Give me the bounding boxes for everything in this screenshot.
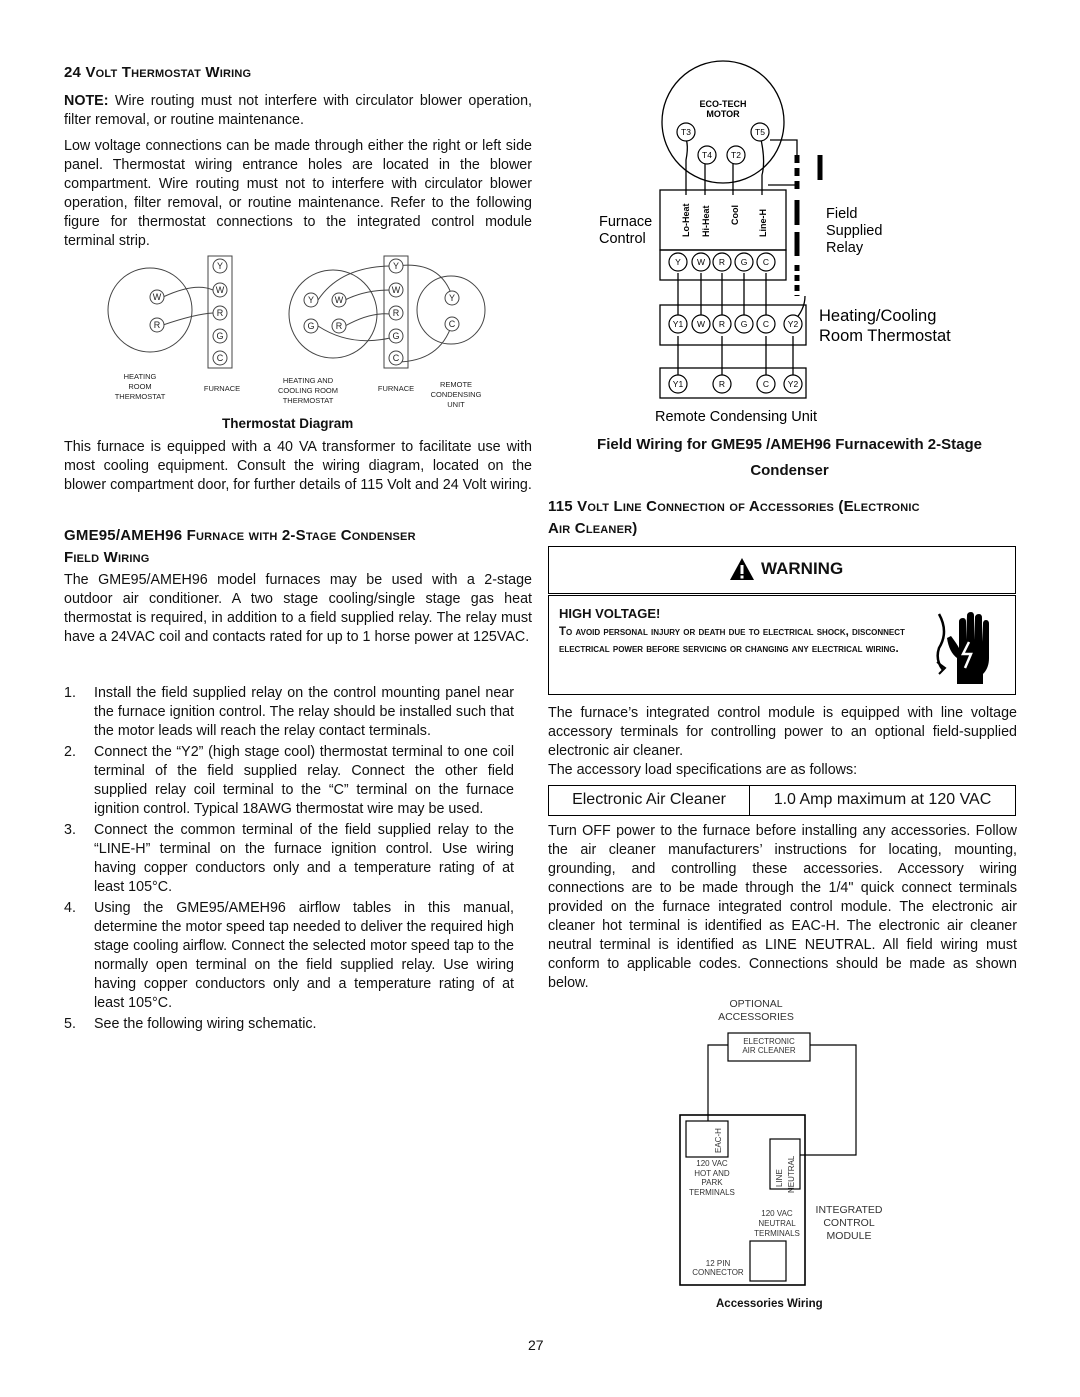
high-voltage-label: HIGH VOLTAGE! xyxy=(559,606,661,621)
svg-text:NEUTRAL: NEUTRAL xyxy=(787,1155,796,1193)
list-item: 5. See the following wiring schematic. xyxy=(64,1016,317,1032)
svg-text:TERMINALS: TERMINALS xyxy=(754,1229,800,1238)
intro-paragraph: Low voltage connections can be made through either the right or left side panel. Thermostat wiring entrance holes are located in the blower compartment. Wire routing must not to interfere with circulator blower operation, filter removal, or routine maintenance. Refer to the following figure for thermostat connections to the integrated control module terminal strip. xyxy=(64,138,532,249)
relay-label-3: Relay xyxy=(826,240,864,256)
svg-text:CONTROL: CONTROL xyxy=(823,1217,875,1229)
thermo1-w: W xyxy=(152,292,162,302)
accessory-paragraph: The furnace’s integrated control module is equipped with line voltage accessory terminals for controlling power to an optional field-supplied electronic air cleaner. xyxy=(548,705,1017,759)
warning-triangle-icon xyxy=(729,557,755,581)
thermo1-r: R xyxy=(153,320,161,330)
warning-text: To avoid personal injury or death due to electrical shock, disconnect electrical power before servicing or changing any electrical wiring. xyxy=(559,626,905,655)
svg-text:Cool: Cool xyxy=(730,205,740,225)
remote-unit-circle xyxy=(417,276,485,344)
svg-text:T5: T5 xyxy=(755,127,765,137)
motor-circle xyxy=(662,61,784,183)
svg-text:W: W xyxy=(696,319,706,329)
svg-text:THERMOSTAT: THERMOSTAT xyxy=(282,396,334,405)
note-paragraph xyxy=(64,92,532,130)
svg-text:T4: T4 xyxy=(702,150,712,160)
term2-r: R xyxy=(392,308,400,318)
install-accessories-paragraph: Turn OFF power to the furnace before installing any accessories. Follow the air cleaner manufacturers’ instructions for locating, mounting, grounding, and controlling these accessories. Accessory wiring connections are to be made through the 1/4" quick connect terminals provided on the furnace integrated control module. The electronic air cleaner hot terminal is identified as EAC-H. The electronic air cleaner neutral terminal is identified as LINE NEUTRAL. All field wiring must conform to applicable codes. Connections should be made as shown below. xyxy=(548,823,1017,991)
accessory-spec-table xyxy=(548,785,1016,816)
thermo2-w: W xyxy=(334,295,344,305)
svg-text:REMOTE: REMOTE xyxy=(439,380,473,389)
warning-header xyxy=(548,546,1016,594)
svg-text:ELECTRONIC: ELECTRONIC xyxy=(743,1037,795,1046)
svg-text:AIR CLEANER: AIR CLEANER xyxy=(742,1046,796,1055)
thermostat-diagram-caption: Thermostat Diagram xyxy=(222,416,354,431)
list-item: 3. Connect the common terminal of the field supplied relay to the “LINE-H” terminal on the furnace ignition control. Use wiring having copper conductors only and a temperature rating of at least 105°C. xyxy=(64,822,514,895)
warning-body xyxy=(548,595,1016,695)
motor-label-2: MOTOR xyxy=(706,109,740,119)
relay-label-2: Supplied xyxy=(826,223,883,239)
spec-value-cell: 1.0 Amp maximum at 120 VAC xyxy=(773,791,992,808)
svg-text:HEATING AND: HEATING AND xyxy=(282,376,334,385)
furnace-control-label-2: Control xyxy=(599,231,646,247)
svg-text:ACCESSORIES: ACCESSORIES xyxy=(718,1011,794,1023)
thermo2-y: Y xyxy=(307,295,315,305)
thermo2-r: R xyxy=(335,321,343,331)
svg-text:THERMOSTAT: THERMOSTAT xyxy=(114,392,166,401)
svg-text:LINE: LINE xyxy=(775,1169,784,1187)
term2-c: C xyxy=(392,353,400,363)
thermostat-diagram xyxy=(100,252,500,424)
svg-text:EAC-H: EAC-H xyxy=(714,1128,723,1153)
svg-text:FURNACE: FURNACE xyxy=(203,384,241,393)
svg-text:CONNECTOR: CONNECTOR xyxy=(692,1268,744,1277)
svg-text:Line-H: Line-H xyxy=(758,209,768,237)
svg-text:UNIT: UNIT xyxy=(447,400,465,409)
svg-text:COOLING ROOM: COOLING ROOM xyxy=(277,386,339,395)
electric-shock-hand-icon xyxy=(935,608,999,688)
svg-text:Hi-Heat: Hi-Heat xyxy=(701,205,711,237)
term-y: Y xyxy=(216,261,224,271)
warning-title: WARNING xyxy=(761,559,844,578)
heading-2stage-condenser: GME95/AMEH96 Furnace with 2-Stage Condenser Field Wiring xyxy=(64,527,416,566)
term-r: R xyxy=(216,308,224,318)
list-item: 1. Install the field supplied relay on the control mounting panel near the furnace ignition control. The relay should be installed such that the motor leads will reach the relay contact terminals. xyxy=(64,685,514,739)
term-w: W xyxy=(215,285,225,295)
thermo2-g: G xyxy=(307,321,315,331)
spec-item-cell: Electronic Air Cleaner xyxy=(549,786,750,815)
heading-24v-thermostat-wiring: 24 Volt Thermostat Wiring xyxy=(64,64,252,81)
install-steps-list xyxy=(64,684,514,1036)
svg-text:HOT AND: HOT AND xyxy=(694,1169,730,1178)
accessories-wiring-diagram xyxy=(670,995,930,1295)
remote-condensing-label: Remote Condensing Unit xyxy=(655,409,818,425)
svg-text:C: C xyxy=(762,379,770,389)
svg-text:NEUTRAL: NEUTRAL xyxy=(758,1219,796,1228)
note-label: NOTE: xyxy=(64,93,109,109)
term-c: C xyxy=(216,353,224,363)
thermostat-label-2: Room Thermostat xyxy=(819,327,951,345)
svg-text:Y: Y xyxy=(675,257,681,267)
svg-text:G: G xyxy=(740,319,748,329)
svg-text:R: R xyxy=(718,379,726,389)
remote-y: Y xyxy=(448,293,456,303)
page-number: 27 xyxy=(528,1337,544,1353)
svg-text:PARK: PARK xyxy=(701,1178,723,1187)
svg-text:Y1: Y1 xyxy=(672,319,684,329)
field-wiring-diagram xyxy=(590,60,990,432)
accessories-wiring-caption: Accessories Wiring xyxy=(716,1298,823,1310)
relay-label-1: Field xyxy=(826,206,858,222)
svg-text:120 VAC: 120 VAC xyxy=(761,1209,793,1218)
heading-115v-accessories: 115 Volt Line Connection of Accessories (Electronic Air Cleaner) xyxy=(548,498,920,537)
svg-text:R: R xyxy=(718,319,726,329)
svg-text:CONDENSING: CONDENSING xyxy=(430,390,482,399)
svg-text:120 VAC: 120 VAC xyxy=(696,1159,728,1168)
furnace-control-label-1: Furnace xyxy=(599,214,653,230)
term2-w: W xyxy=(391,285,401,295)
svg-text:G: G xyxy=(740,257,748,267)
svg-text:C: C xyxy=(762,319,770,329)
two-stage-paragraph: The GME95/AMEH96 model furnaces may be used with a 2-stage outdoor air conditioner. A two stage cooling/single stage gas heat thermostat is required, in addition to a field supplied relay. The relay must have a 24VAC coil and contacts rated for up to 1 horse power at 125VAC. xyxy=(64,572,532,645)
term-g: G xyxy=(216,331,224,341)
svg-text:Y2: Y2 xyxy=(787,379,799,389)
svg-text:T2: T2 xyxy=(731,150,741,160)
svg-text:HEATING: HEATING xyxy=(123,372,157,381)
svg-text:FURNACE: FURNACE xyxy=(377,384,415,393)
svg-text:R: R xyxy=(718,257,726,267)
svg-text:Y2: Y2 xyxy=(787,319,799,329)
field-wiring-caption: Field Wiring for GME95 /AMEH96 Furnacewith 2-Stage Condenser xyxy=(597,436,982,479)
svg-text:TERMINALS: TERMINALS xyxy=(689,1188,735,1197)
svg-text:Lo-Heat: Lo-Heat xyxy=(681,203,691,237)
svg-text:OPTIONAL: OPTIONAL xyxy=(729,998,783,1010)
svg-text:MODULE: MODULE xyxy=(826,1230,872,1242)
list-item: 2. Connect the “Y2” (high stage cool) thermostat terminal to one coil terminal of the field supplied relay. Connect the other field supplied relay coil terminal to the “C” terminal on the furnace ignition control. Typical 18AWG thermostat wire may be used. xyxy=(64,744,514,817)
svg-text:ROOM: ROOM xyxy=(128,382,152,391)
svg-text:W: W xyxy=(696,257,706,267)
load-spec-intro: The accessory load specifications are as follows: xyxy=(548,762,858,778)
remote-c: C xyxy=(448,319,456,329)
note-text: Wire routing must not interfere with circulator blower operation, filter removal, or routine maintenance. xyxy=(64,93,532,128)
svg-text:12 PIN: 12 PIN xyxy=(705,1259,731,1268)
term2-y: Y xyxy=(392,261,400,271)
svg-text:C: C xyxy=(762,257,770,267)
svg-text:Y1: Y1 xyxy=(672,379,684,389)
term2-g: G xyxy=(392,331,400,341)
svg-text:INTEGRATED: INTEGRATED xyxy=(815,1204,883,1216)
svg-text:T3: T3 xyxy=(681,127,691,137)
transformer-paragraph: This furnace is equipped with a 40 VA transformer to facilitate use with most cooling equipment. Consult the wiring diagram, located on the blower compartment door, for further details of 115 Volt and 24 Volt wiring. xyxy=(64,439,532,493)
motor-label-1: ECO-TECH xyxy=(699,99,747,109)
list-item: 4. Using the GME95/AMEH96 airflow tables in this manual, determine the motor speed tap needed to deliver the required high stage cooling airflow. Connect the selected motor speed tap to the normally open terminal on the field supplied relay. Use wiring having copper conductors only and a temperature rating of at least 105°C. xyxy=(64,900,514,1011)
thermostat-label-1: Heating/Cooling xyxy=(819,307,937,325)
heating-thermostat-circle xyxy=(108,268,192,352)
